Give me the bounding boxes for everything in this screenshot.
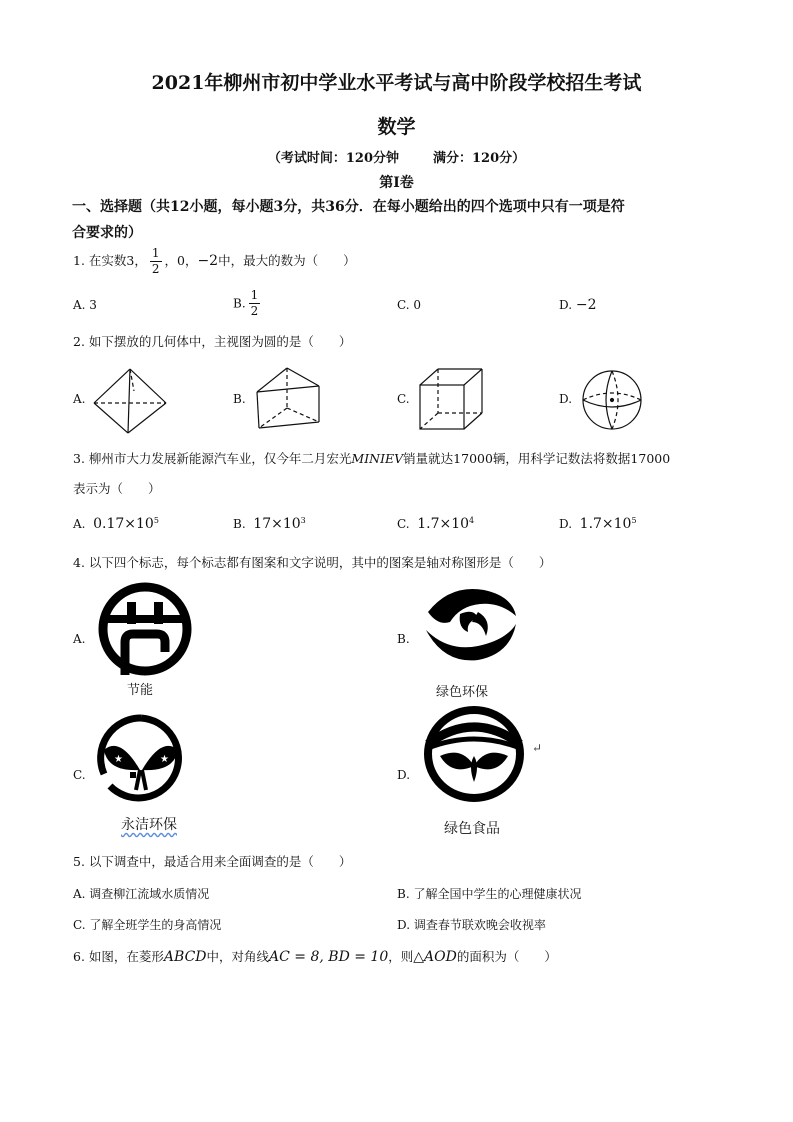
green-food-logo-icon [422, 704, 532, 804]
q3-option-c-exp: 4 [469, 516, 475, 525]
sphere-figure [580, 368, 644, 432]
q5-option-b: B. 了解全国中学生的心理健康状况 [397, 887, 582, 901]
q1-option-d-label: D. [559, 298, 573, 312]
section-heading-line2: 合要求的） [72, 225, 142, 241]
q4-option-c: C. [73, 768, 86, 782]
q6-shape: ABCD [163, 949, 207, 965]
q6-text-2: 中，对角线 [206, 949, 270, 964]
q3-option-a-base: 0.17×10 [93, 516, 154, 532]
q3-option-c-base: 1.7×10 [417, 516, 470, 532]
q3-option-d-label: D. [559, 517, 573, 531]
q3-text-2: 销量就达17000辆，用科学记数法将数据17000 [403, 451, 671, 466]
q6-text-4: 的面积为（ ） [456, 949, 557, 964]
q3-option-a-label: A. [73, 517, 86, 531]
q1-option-d-value: −2 [575, 297, 597, 313]
q3-option-b-exp: 3 [300, 516, 306, 525]
q6-equation: AC = 8, BD = 10 [269, 949, 389, 965]
exam-subject: 数学 [377, 116, 416, 138]
exam-info [0, 147, 793, 166]
question-4: 4. 以下四个标志，每个标志都有图案和文字说明，其中的图案是轴对称图形是（ ） [73, 555, 552, 570]
clean-env-logo-icon [90, 708, 192, 806]
q2-option-d: D. [559, 392, 573, 406]
q1-text-2: ，0， [164, 253, 198, 268]
q3-option-d-base: 1.7×10 [579, 516, 632, 532]
q1-option-b-fraction [249, 288, 261, 319]
q1-option-d [559, 297, 596, 313]
q1-option-b-den: 2 [250, 304, 259, 318]
q1-option-a: A. 3 [73, 298, 97, 312]
q5-option-a: A. 调查柳江流域水质情况 [73, 887, 210, 901]
q3-option-c [397, 516, 474, 532]
q1-frac-den: 2 [151, 262, 160, 276]
question-6 [73, 947, 557, 965]
q1-text-3: 中，最大的数为（ ） [218, 253, 356, 268]
q4-caption-c: 永洁环保 [121, 817, 177, 833]
q6-triangle: △AOD [413, 949, 457, 965]
q4-option-a: A. [73, 632, 86, 646]
q1-frac-num: 1 [151, 246, 160, 260]
q4-option-b: B. [397, 632, 410, 646]
question-3-line1 [73, 449, 670, 467]
volume-label: 第Ⅰ卷 [379, 175, 414, 191]
exam-time: （考试时间：120分钟 [267, 151, 399, 166]
section-heading-line1: 一、选择题（共12小题，每小题3分，共36分．在每小题给出的四个选项中只有一项是符 [72, 199, 625, 215]
q2-option-a: A. [73, 392, 86, 406]
svg-text:★: ★ [160, 754, 169, 765]
green-env-logo-icon [420, 582, 520, 662]
return-mark-icon: ↵ [532, 741, 543, 755]
q3-option-a [73, 516, 159, 532]
q3-option-a-exp: 5 [153, 516, 159, 525]
q1-text-1: 1. 在实数3， [73, 253, 147, 268]
question-5: 5. 以下调查中，最适合用来全面调查的是（ ） [73, 854, 352, 869]
q1-fraction [150, 246, 162, 277]
prism-figure [253, 364, 323, 432]
q4-caption-a: 节能 [127, 683, 154, 698]
q1-option-b-label: B. [233, 296, 246, 311]
q3-brand: MINIEV [351, 451, 404, 466]
q3-option-b-base: 17×10 [253, 516, 301, 532]
q3-option-b-label: B. [233, 517, 246, 531]
question-1 [73, 246, 356, 277]
question-2: 2. 如下摆放的几何体中，主视图为圆的是（ ） [73, 334, 352, 349]
q4-caption-b: 绿色环保 [436, 685, 489, 700]
q1-neg2: −2 [197, 253, 219, 269]
q6-text-3: ，则 [388, 949, 414, 964]
q1-option-b [233, 288, 263, 319]
q2-option-c: C. [397, 392, 410, 406]
q3-text-1: 3. 柳州市大力发展新能源汽车业，仅今年二月宏光 [73, 451, 352, 466]
q1-option-c: C. 0 [397, 298, 422, 312]
q3-option-c-label: C. [397, 517, 410, 531]
q1-option-b-num: 1 [250, 288, 259, 302]
q4-option-d: D. [397, 768, 411, 782]
q3-option-d [559, 516, 637, 532]
q4-caption-d: 绿色食品 [444, 821, 500, 837]
q5-option-c: C. 了解全班学生的身高情况 [73, 918, 222, 932]
energy-saving-logo-icon [97, 580, 193, 678]
question-3-line2: 表示为（ ） [73, 481, 161, 496]
q3-option-b [233, 516, 306, 532]
q3-option-d-exp: 5 [631, 516, 637, 525]
pyramid-figure [90, 367, 170, 437]
q6-text-1: 6. 如图，在菱形 [73, 949, 164, 964]
svg-text:★: ★ [114, 754, 123, 765]
exam-score: 满分：120分） [433, 151, 526, 166]
cube-figure [418, 367, 488, 433]
q5-option-d: D. 调查春节联欢晚会收视率 [397, 918, 546, 932]
exam-title: 2021年柳州市初中学业水平考试与高中阶段学校招生考试 [151, 72, 642, 94]
q2-option-b: B. [233, 392, 246, 406]
